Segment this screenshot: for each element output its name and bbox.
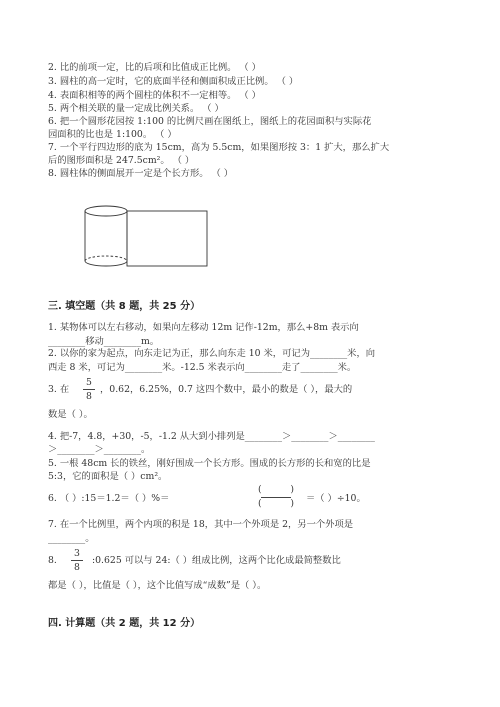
fraction-bar xyxy=(261,497,291,498)
cylinder-top-ellipse xyxy=(85,206,127,216)
fraction-numerator: 5 xyxy=(86,377,92,388)
judge-item-6-line1: 6. 把一个圆形花园按 1:100 的比例尺画在图纸上，图纸上的花园面积与实际花 xyxy=(48,116,372,127)
judge-item-7-line1: 7. 一个平行四边形的底为 15cm，高为 5.5cm，如果图形按 3：1 扩大，那么扩大 xyxy=(48,142,390,153)
fill-q5-line2: 5:3，它的面积是（ ）cm²。 xyxy=(48,471,168,482)
fill-q4-line1: 4. 把-7，4.8，+30，-5，-1.2 从大到小排列是________＞________＞________ xyxy=(48,431,375,442)
judge-item-6-line2: 园面积的比也是 1:100。 （ ） xyxy=(48,129,177,140)
fill-q6-part2: ＝（ ）÷10。 xyxy=(306,493,366,504)
fraction-bar xyxy=(71,560,83,561)
fill-q6-fraction-blank xyxy=(258,484,294,512)
section-4-title: 四. 计算题（共 2 题，共 12 分） xyxy=(48,618,201,629)
fill-q6-part1: 6. （ ）:15＝1.2＝（ ）%＝ xyxy=(48,493,170,504)
cylinder-bottom-front xyxy=(85,261,127,266)
paren-right-bottom: ) xyxy=(290,498,294,509)
fill-q3-line2: 数是（ ）。 xyxy=(48,409,93,420)
fill-q3-prefix: 3. 在 xyxy=(48,384,70,395)
judge-item-5: 5. 两个相关联的量一定成比例关系。 （ ） xyxy=(48,103,224,114)
paren-right-top: ) xyxy=(290,484,294,495)
fraction-denominator: 8 xyxy=(86,391,92,402)
fill-q2-line1: 2. 以你的家为起点，向东走记为正，那么向东走 10 米，可记为________米，向 xyxy=(48,348,376,359)
cylinder-unfold-figure xyxy=(76,198,216,278)
judge-item-4: 4. 表面积相等的两个圆柱的体积不一定相等。 （ ） xyxy=(48,90,261,101)
fill-q8-fraction xyxy=(69,548,85,573)
judge-item-8: 8. 圆柱体的侧面展开一定是个长方形。 （ ） xyxy=(48,168,234,179)
cylinder-bottom-back xyxy=(85,256,127,261)
fill-q1-line1: 1. 某物体可以左右移动，如果向左移动 12m 记作-12m，那么+8m 表示向 xyxy=(48,322,359,333)
fill-q7-line1: 7. 在一个比例里，两个内项的积是 18，其中一个外项是 2，另一个外项是 xyxy=(48,519,354,530)
paren-left-top: ( xyxy=(258,484,262,495)
fill-q7-line2: ________。 xyxy=(48,533,95,544)
section-3-title: 三. 填空题（共 8 题，共 25 分） xyxy=(48,301,201,312)
fill-q4-line2: ＞________＞________。 xyxy=(48,444,151,455)
fill-q1-line2: ________移动________m。 xyxy=(48,336,160,347)
judge-item-2: 2. 比的前项一定，比的后项和比值成正比例。 （ ） xyxy=(48,62,261,73)
unfolded-rectangle xyxy=(127,211,207,266)
fraction-bar xyxy=(83,389,95,390)
fraction-numerator: 3 xyxy=(74,548,80,559)
fill-q8-line1: :0.625 可以与 24:（ ）组成比例，这两个比化成最简整数比 xyxy=(92,555,341,566)
fill-q8-prefix: 8. xyxy=(48,555,57,566)
fill-q2-line2: 西走 8 米，可记为________米。-12.5 米表示向________走了________米。 xyxy=(48,362,357,373)
fill-q3-line1: ，0.62，6.25%，0.7 这四个数中，最小的数是（ ），最大的 xyxy=(100,384,353,395)
judge-item-7-line2: 后的图形面积是 247.5cm²。 （ ） xyxy=(48,155,195,166)
judge-item-3: 3. 圆柱的高一定时，它的底面半径和侧面积成正比例。 （ ） xyxy=(48,76,299,87)
fill-q3-fraction xyxy=(81,377,97,402)
fraction-denominator: 8 xyxy=(74,562,80,573)
fill-q8-line2: 都是（ ），比值是（ ），这个比值写成“成数”是（ ）。 xyxy=(48,580,267,591)
fill-q5-line1: 5. 一根 48cm 长的铁丝，刚好围成一个长方形。围成的长方形的长和宽的比是 xyxy=(48,458,371,469)
paren-left-bottom: ( xyxy=(258,498,262,509)
